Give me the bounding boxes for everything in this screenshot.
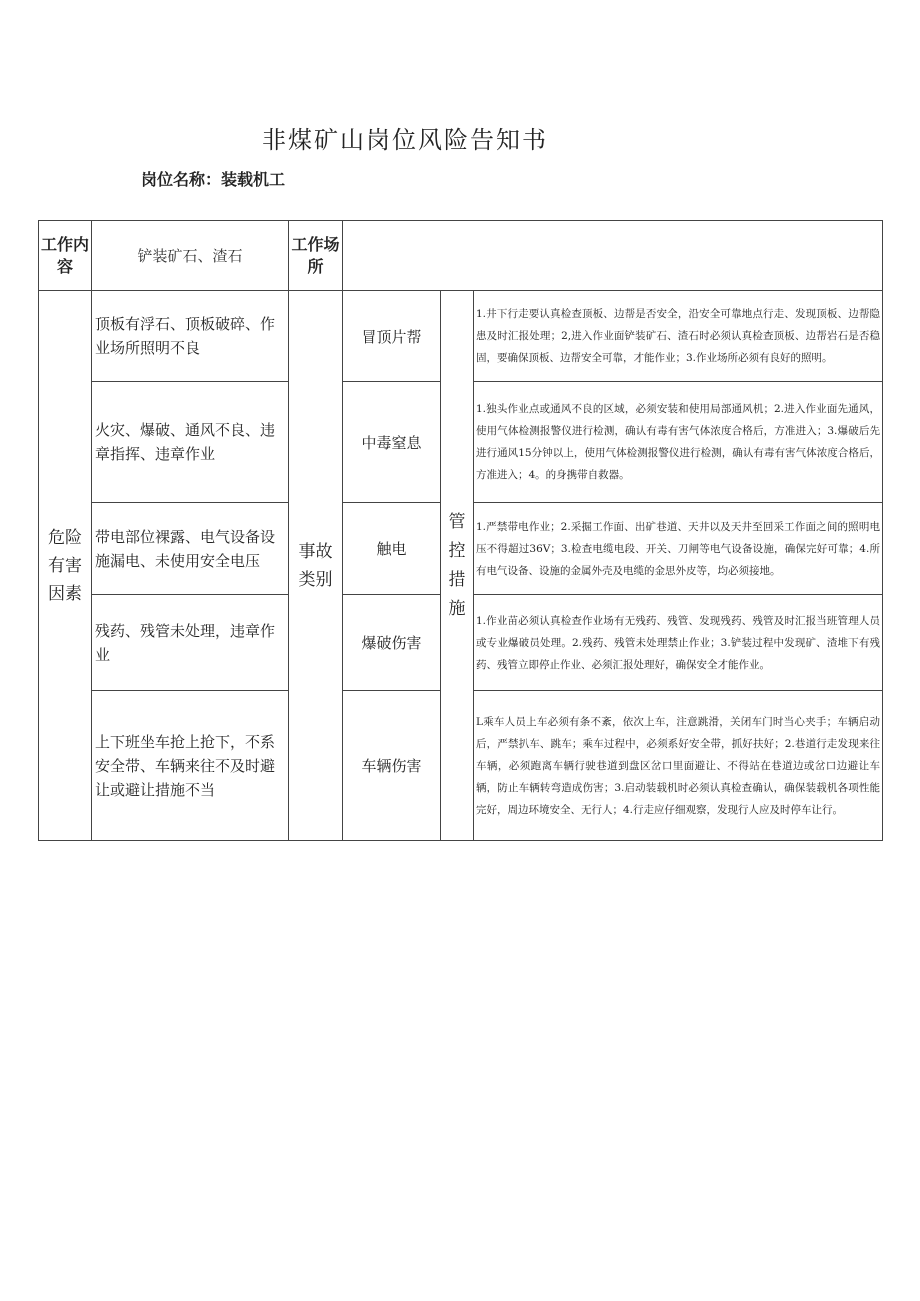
position-name: 岗位名称：装载机工 bbox=[141, 170, 286, 189]
accident-cell: 爆破伤害 bbox=[343, 595, 441, 691]
accident-cell: 冒顶片帮 bbox=[343, 291, 441, 382]
document-title: 非煤矿山岗位风险告知书 bbox=[262, 126, 548, 154]
accident-cell: 车辆伤害 bbox=[343, 691, 441, 841]
table-row bbox=[39, 291, 883, 382]
hazard-cell: 顶板有浮石、顶板破碎、作业场所照明不良 bbox=[92, 291, 289, 382]
work-content-value: 铲装矿石、渣石 bbox=[92, 221, 289, 291]
work-content-label: 工作内容 bbox=[39, 221, 92, 291]
hazard-cell: 带电部位裸露、电气设备设施漏电、未使用安全电压 bbox=[92, 503, 289, 595]
measure-cell: 1.严禁带电作业；2.采掘工作面、出矿巷道、天井以及天井至回采工作面之间的照明电压不得超过36V；3.检查电缆电段、开关、刀闸等电气设备设施，确保完好可靠；4.所有电气设备、设施的金属外壳及电缆的金思外皮等，均必须接地。 bbox=[474, 503, 883, 595]
accident-cell: 触电 bbox=[343, 503, 441, 595]
hazard-cell: 残药、残管未处理，违章作业 bbox=[92, 595, 289, 691]
hazard-factors-label: 危险有害因素 bbox=[39, 291, 92, 841]
accident-cell: 中毒窒息 bbox=[343, 382, 441, 503]
hazard-cell: 火灾、爆破、通风不良、违章指挥、违章作业 bbox=[92, 382, 289, 503]
work-place-value bbox=[343, 221, 883, 291]
risk-table bbox=[38, 220, 883, 841]
control-measures-label: 管控措施 bbox=[441, 291, 474, 841]
work-place-label: 工作场所 bbox=[289, 221, 343, 291]
measure-cell: 1.作业苗必须认真检查作业场有无残药、残管、发现残药、残管及时汇报当班管理人员或专业爆破员处理。2.残药、残管未处理禁止作业；3.铲装过程中发现矿、渣堆下有残药、残管立即停止作业、必须汇报处理好，确保安全才能作业。 bbox=[474, 595, 883, 691]
measure-cell: L乘车人员上车必须有条不紊，依次上车，注意跳滑，关闭车门时当心夹手；车辆启动后，严禁扒车、跳车；乘车过程中，必须系好安全带，抓好扶好；2.巷道行走发现来往车辆，必须跑离车辆行驶巷道到盘区岔口里面避让、不得站在巷道边或岔口边避让车辆，防止车辆转弯造成伤害；3.启动装载机时必须认真检查确认，确保装载机各项性能完好，周边环境安全、无行人；4.行走应仔细观察，发现行人应及时停车让行。 bbox=[474, 691, 883, 841]
header-row bbox=[39, 221, 883, 291]
accident-category-label: 事故类别 bbox=[289, 291, 343, 841]
measure-cell: 1.井下行走要认真检查顶板、边帮是否安全，沿安全可靠地点行走、发现顶板、边帮隐患及时汇报处理；2,进入作业面铲装矿石、渣石时必须认真检查顶板、边帮岩石是否稳固，要确保顶板、边帮安全可靠，才能作业；3.作业场所必须有良好的照明。 bbox=[474, 291, 883, 382]
hazard-cell: 上下班坐车抢上抢下，不系安全带、车辆来往不及时避让或避让措施不当 bbox=[92, 691, 289, 841]
measure-cell: 1.独头作业点或通风不良的区域，必须安装和使用局部通风机；2.进入作业面先通风，使用气体检测报警仪进行检测，确认有毒有害气体浓度合格后，方准进入；3.爆破后先进行通风15分钟以上，使用气体检测报警仪进行检测，确认有毒有害气体浓度合格后，方准进入；4。的身携带自救器。 bbox=[474, 382, 883, 503]
